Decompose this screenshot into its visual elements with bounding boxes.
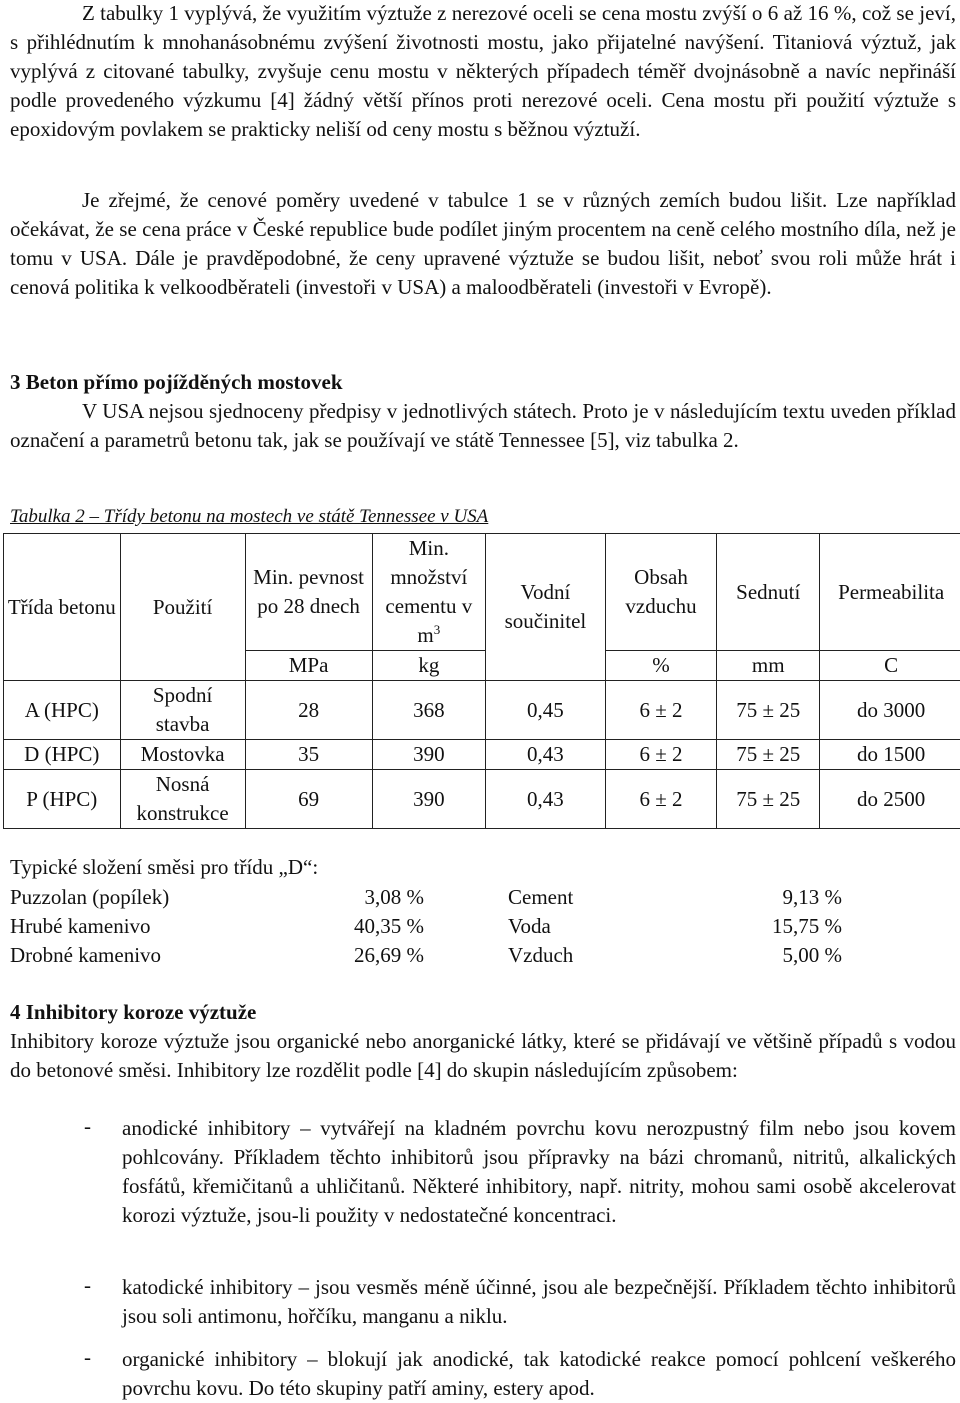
- mix-percent: 5,00 %: [764, 941, 842, 970]
- mix-component: Vzduch: [508, 941, 764, 970]
- header-vodni: Vodní součinitel: [486, 534, 606, 681]
- mix-component: Puzzolan (popílek): [10, 883, 346, 912]
- mix-component: Cement: [508, 883, 764, 912]
- cell-pouziti: Mostovka: [120, 740, 245, 770]
- cell-trida: D (HPC): [4, 740, 121, 770]
- mix-component: Voda: [508, 912, 764, 941]
- mix-percent: 40,35 %: [346, 912, 424, 941]
- header-cement-text: Min. množství cementu v m: [385, 536, 472, 647]
- list-item-text: katodické inhibitory – jsou vesměs méně účinné, jsou ale bezpečnější. Příkladem těchto inhibitorů jsou soli antimonu, hořčíku, manganu a niklu.: [122, 1273, 956, 1331]
- paragraph-inhibitors-intro: Inhibitory koroze výztuže jsou organické nebo anorganické látky, které se přidávají ve většině případů s vodou do betonové směsi. Inhibitory lze rozdělit podle [4] do skupin následujícím způsobem:: [10, 1027, 956, 1085]
- cell-sednuti: 75 ± 25: [717, 681, 820, 740]
- table-caption: Tabulka 2 – Třídy betonu na mostech ve státě Tennessee v USA: [10, 504, 488, 530]
- paragraph-price-differences: Je zřejmé, že cenové poměry uvedené v tabulce 1 se v různých zemích budou lišit. Lze například očekávat, že se cena práce v České republice bude podílet jiným procentem na ceně celého mostního díla, než je tomu v USA. Dále je pravděpodobné, že ceny upravené výztuže se budou lišit, neboť svou roli může hrát i cenová politika k velkoodběrateli (investoři v USA) a maloodběrateli (investoři v Evropě).: [10, 186, 956, 302]
- cell-obsah: 6 ± 2: [605, 740, 716, 770]
- list-item: [10, 1273, 956, 1331]
- header-trida: Třída betonu: [4, 534, 121, 681]
- list-dash: -: [84, 1114, 91, 1139]
- cell-sednuti: 75 ± 25: [717, 770, 820, 829]
- mix-composition-table: [10, 883, 842, 970]
- cell-pevnost: 35: [245, 740, 372, 770]
- mix-row: [10, 912, 842, 941]
- concrete-classes-table: [3, 533, 960, 829]
- cell-trida: P (HPC): [4, 770, 121, 829]
- cell-cement: 390: [372, 740, 485, 770]
- header-cement: [372, 534, 485, 651]
- unit-pevnost: MPa: [245, 651, 372, 681]
- mix-percent: 3,08 %: [346, 883, 424, 912]
- cell-vodni: 0,43: [486, 770, 606, 829]
- header-cement-sup: 3: [434, 622, 441, 637]
- unit-sednuti: mm: [717, 651, 820, 681]
- section-heading-3: 3 Beton přímo pojížděných mostovek: [10, 368, 343, 397]
- table-header-row: [4, 534, 960, 651]
- mix-component: Hrubé kamenivo: [10, 912, 346, 941]
- mix-percent: 26,69 %: [346, 941, 424, 970]
- list-item-text: anodické inhibitory – vytvářejí na kladném povrchu kovu nerozpustný film nebo jsou kovem pohlcovány. Příkladem těchto inhibitorů jsou přípravky na bázi chromanů, nitritů, alkalických fosfátů, křemičitanů a uhličitanů. Některé inhibitory, např. nitrity, mohou sami osobě akcelerovat korozi výztuže, jsou-li použity v nedostatečné koncentraci.: [122, 1114, 956, 1230]
- mix-percent: 9,13 %: [764, 883, 842, 912]
- header-sednuti: Sednutí: [717, 534, 820, 651]
- cell-permeabilita: do 1500: [820, 740, 960, 770]
- header-pevnost: Min. pevnost po 28 dnech: [245, 534, 372, 651]
- list-item: [10, 1345, 956, 1403]
- cell-permeabilita: do 2500: [820, 770, 960, 829]
- table-row: [4, 740, 960, 770]
- header-permeabilita: Permeabilita: [820, 534, 960, 651]
- header-pouziti: Použití: [120, 534, 245, 681]
- list-item: [10, 1114, 956, 1230]
- mix-row: [10, 941, 842, 970]
- cell-vodni: 0,45: [486, 681, 606, 740]
- paragraph-usa-regulations: V USA nejsou sjednoceny předpisy v jednotlivých státech. Proto je v následujícím textu uveden příklad označení a parametrů betonu tak, jak se používají ve státě Tennessee [5], viz tabulka 2.: [10, 397, 956, 455]
- cell-pevnost: 28: [245, 681, 372, 740]
- cell-pevnost: 69: [245, 770, 372, 829]
- cell-sednuti: 75 ± 25: [717, 740, 820, 770]
- cell-trida: A (HPC): [4, 681, 121, 740]
- list-dash: -: [84, 1345, 91, 1370]
- cell-obsah: 6 ± 2: [605, 770, 716, 829]
- list-dash: -: [84, 1273, 91, 1298]
- mix-row: [10, 883, 842, 912]
- mix-title: Typické složení směsi pro třídu „D“:: [10, 853, 318, 882]
- cell-obsah: 6 ± 2: [605, 681, 716, 740]
- cell-cement: 390: [372, 770, 485, 829]
- cell-permeabilita: do 3000: [820, 681, 960, 740]
- list-item-text: organické inhibitory – blokují jak anodické, tak katodické reakce pomocí pohlcení veškerého povrchu kovu. Do této skupiny patří aminy, estery apod.: [122, 1345, 956, 1403]
- cell-cement: 368: [372, 681, 485, 740]
- unit-permeabilita: C: [820, 651, 960, 681]
- paragraph-cost-comparison: Z tabulky 1 vyplývá, že využitím výztuže z nerezové oceli se cena mostu zvýší o 6 až 16 %, což se jeví, s přihlédnutím k mnohanásobnému zvýšení životnosti mostu, jako přijatelné navýšení. Titaniová výztuž, jak vyplývá z citované tabulky, zvyšuje cenu mostu v některých případech téměř dvojnásobně a navíc nepřináší podle provedeného výzkumu [4] žádný větší přínos proti nerezové oceli. Cena mostu při použití výztuže s epoxidovým povlakem se prakticky neliší od ceny mostu s běžnou výztuží.: [10, 0, 956, 144]
- table-row: [4, 681, 960, 740]
- unit-cement: kg: [372, 651, 485, 681]
- unit-obsah: %: [605, 651, 716, 681]
- mix-percent: 15,75 %: [764, 912, 842, 941]
- table-row: [4, 770, 960, 829]
- header-obsah: Obsah vzduchu: [605, 534, 716, 651]
- cell-vodni: 0,43: [486, 740, 606, 770]
- cell-pouziti: Nosná konstrukce: [120, 770, 245, 829]
- section-heading-4: 4 Inhibitory koroze výztuže: [10, 998, 256, 1027]
- mix-component: Drobné kamenivo: [10, 941, 346, 970]
- cell-pouziti: Spodní stavba: [120, 681, 245, 740]
